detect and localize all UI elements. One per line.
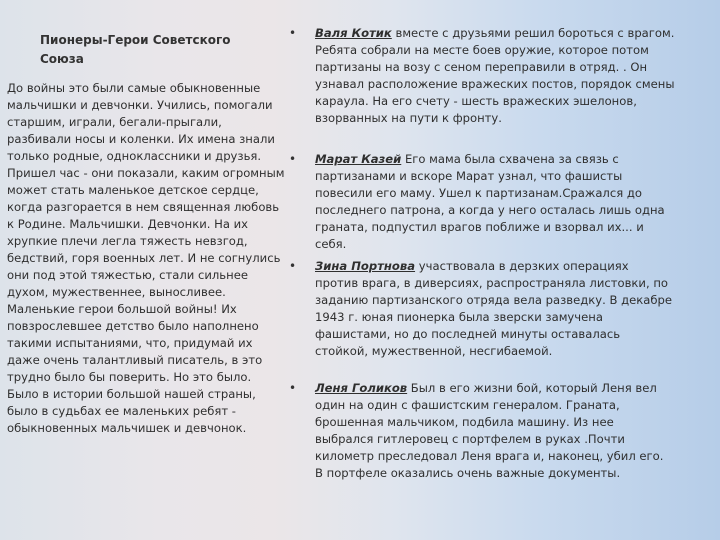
hero-description xyxy=(315,151,675,253)
bullet-icon: • xyxy=(289,152,297,166)
intro-paragraph-1: До войны это были самые обыкновенные мальчишки и девчонки. Учились, помогали старшим, играли, бегали-прыгали, разбивали носы и коленки. Их имена знали только родные, одноклассники и друзья. xyxy=(7,81,275,163)
hero-name: Леня Голиков xyxy=(315,381,408,395)
hero-text: Был в его жизни бой, который Леня вел один на один с фашистским генералом. Граната, брошенная мальчиком, подбила машину. Из нее выбрался гитлеровец с портфелем в руках .Почти километр преследовал Леня врага и, наконец, убил его. В портфеле оказались очень важные документы. xyxy=(315,381,664,480)
hero-name: Зина Портнова xyxy=(315,259,416,273)
hero-text: вместе с друзьями решил бороться с врагом. Ребята собрали на месте боев оружие, которое потом партизаны на возу с сеном переправили в отряд. . Он узнавал расположение вражеских постов, порядок смены караула. На его счету - шесть вражеских эшелонов, взорванных на пути к фронту. xyxy=(315,26,675,125)
intro-paragraph-2: Пришел час - они показали, каким огромным может стать маленькое детское сердце, когда разгорается в нем священная любовь к Родине. Мальчишки. Девчонки. На их хрупкие плечи легла тяжесть невзгод, бедствий, горя военных лет. И не согнулись они под этой тяжестью, стали сильнее духом, мужественнее, выносливее. xyxy=(7,166,285,299)
intro-paragraph-3: Маленькие герои большой войны! Их повзрослевшее детство было наполнено такими испытаниями, что, придумай их даже очень талантливый писатель, в это трудно было бы поверить. Но это было. Было в истории большой нашей страны, было в судьбах ее маленьких ребят - обыкновенных мальчишек и девчонок. xyxy=(7,302,263,435)
bullet-icon: • xyxy=(289,259,297,273)
hero-description xyxy=(315,258,675,360)
hero-description xyxy=(315,380,675,482)
hero-name: Марат Казей xyxy=(315,152,402,166)
bullet-icon: • xyxy=(289,26,297,40)
bullet-icon: • xyxy=(289,381,297,395)
hero-name: Валя Котик xyxy=(315,26,392,40)
hero-text: Его мама была схвачена за связь с партизанами и вскоре Марат узнал, что фашисты повесили его маму. Ушел к партизанам.Сражался до последнего патрона, а когда у него осталась лишь одна граната, подпустил врагов поближе и взорвал их... и себя. xyxy=(315,152,665,251)
hero-text: участвовала в дерзких операциях против врага, в диверсиях, распространяла листовки, по заданию партизанского отряда вела разведку. В декабре 1943 г. юная пионерка была зверски замучена фашистами, но до последней минуты оставалась стойкой, мужественной, несгибаемой. xyxy=(315,259,673,358)
intro-text xyxy=(7,80,285,437)
slide-title: Пионеры-Герои Советского Союза xyxy=(40,33,231,66)
hero-description xyxy=(315,25,675,127)
